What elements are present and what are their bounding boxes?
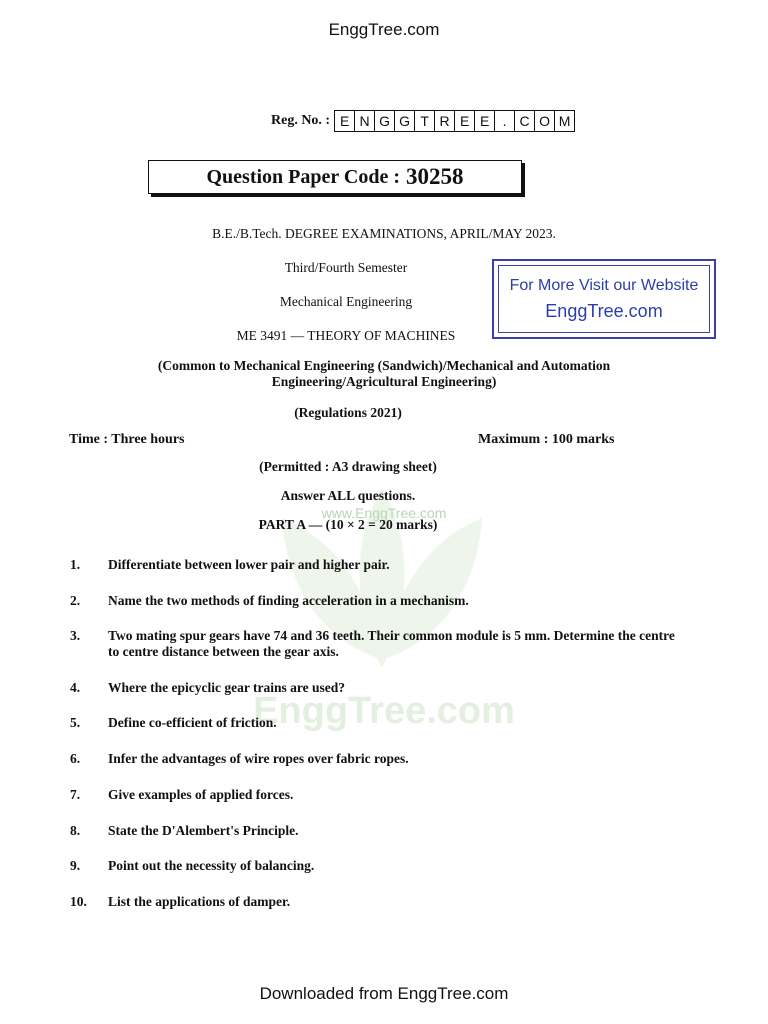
reg-box: E xyxy=(455,111,475,131)
reg-box: C xyxy=(515,111,535,131)
promo-line-2: EnggTree.com xyxy=(545,300,663,321)
question-text: State the D'Alembert's Principle. xyxy=(108,823,299,838)
watermark-brand: EnggTree.com xyxy=(253,690,515,732)
question-number: 7. xyxy=(70,787,81,802)
maximum-marks: Maximum : 100 marks xyxy=(478,432,615,447)
question-text: Two mating spur gears have 74 and 36 teeth. Their common module is 5 mm. Determine the centre to centre distance between the gear axis. xyxy=(108,628,675,659)
common-note-2: Engineering/Agricultural Engineering) xyxy=(271,374,497,389)
code-label: Question Paper Code : xyxy=(206,165,400,188)
reg-box: G xyxy=(375,111,395,131)
reg-box: G xyxy=(395,111,415,131)
department: Mechanical Engineering xyxy=(279,294,413,309)
reg-box: R xyxy=(435,111,455,131)
time-allowed: Time : Three hours xyxy=(69,432,185,447)
question-number: 4. xyxy=(70,680,81,695)
question-number: 10. xyxy=(70,894,87,909)
reg-box: M xyxy=(558,113,571,129)
footer-download-note: Downloaded from EnggTree.com xyxy=(259,984,509,1003)
question-number: 9. xyxy=(70,858,81,873)
reg-number xyxy=(271,110,575,132)
question-number: 2. xyxy=(70,593,81,608)
reg-box: . xyxy=(495,111,515,131)
reg-boxes xyxy=(334,110,575,132)
reg-label: Reg. No. : xyxy=(271,113,331,128)
semester: Third/Fourth Semester xyxy=(284,260,408,275)
question-text: Give examples of applied forces. xyxy=(108,787,294,802)
question-text: Name the two methods of finding acceleration in a mechanism. xyxy=(108,593,469,608)
instruction: Answer ALL questions. xyxy=(280,488,416,503)
regulations: (Regulations 2021) xyxy=(294,405,402,420)
reg-box: E xyxy=(335,111,355,131)
part-heading: PART A — (10 × 2 = 20 marks) xyxy=(258,517,438,532)
question-number: 1. xyxy=(70,557,81,572)
header-site-name: EnggTree.com xyxy=(328,20,440,39)
promo-line-1: For More Visit our Website xyxy=(509,276,699,294)
question-number: 5. xyxy=(70,715,81,730)
promo-box xyxy=(492,259,716,339)
question-paper-code xyxy=(148,160,522,194)
permitted-note: (Permitted : A3 drawing sheet) xyxy=(259,459,437,474)
question-text: Differentiate between lower pair and higher pair. xyxy=(108,557,390,572)
code-value: 30258 xyxy=(406,164,464,189)
question-text: Where the epicyclic gear trains are used? xyxy=(108,680,345,695)
reg-box: N xyxy=(355,111,375,131)
watermark-url: www.EnggTree.com xyxy=(321,505,447,521)
subject: ME 3491 — THEORY OF MACHINES xyxy=(236,328,456,343)
question-text: List the applications of damper. xyxy=(108,894,291,909)
question-text: Infer the advantages of wire ropes over fabric ropes. xyxy=(108,751,409,766)
exam-title: B.E./B.Tech. DEGREE EXAMINATIONS, APRIL/MAY 2023. xyxy=(212,226,556,241)
reg-box: T xyxy=(415,111,435,131)
common-note-1: (Common to Mechanical Engineering (Sandwich)/Mechanical and Automation xyxy=(157,358,611,373)
question-number: 3. xyxy=(70,628,81,643)
question-text: Define co-efficient of friction. xyxy=(108,715,277,730)
promo-inner-border xyxy=(498,265,710,333)
question-text: Point out the necessity of balancing. xyxy=(108,858,315,873)
question-number: 8. xyxy=(70,823,81,838)
question-number: 6. xyxy=(70,751,81,766)
reg-box: O xyxy=(535,111,555,131)
reg-box: E xyxy=(475,111,495,131)
